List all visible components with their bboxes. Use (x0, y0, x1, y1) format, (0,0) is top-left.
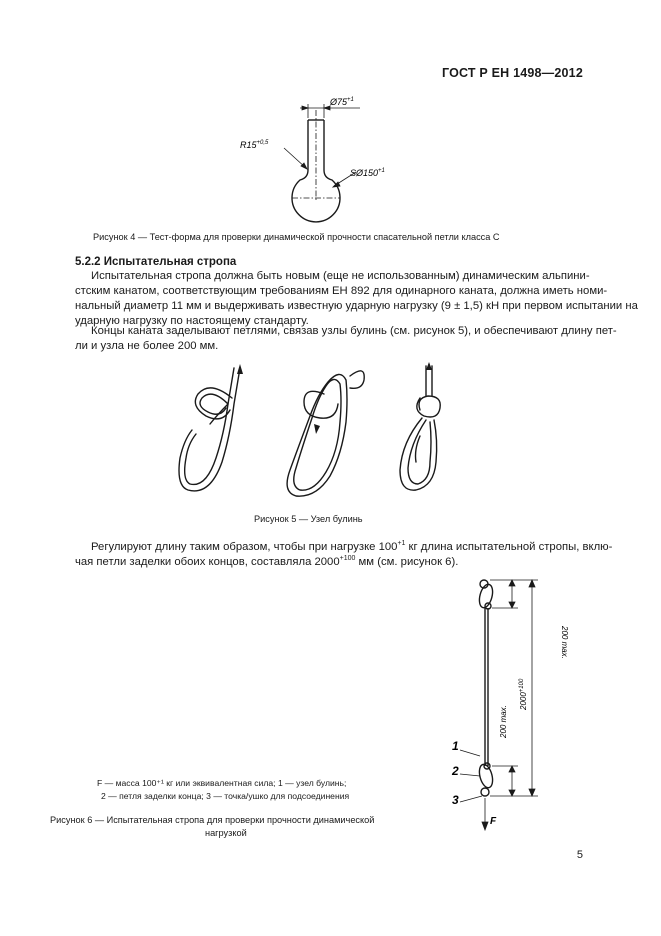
figure-6-legend-line-1: F — масса 100⁺¹ кг или эквивалентная сила; 1 — узел булинь; (97, 778, 347, 788)
dim-diameter: $Ø75^{+1}$ (330, 97, 354, 107)
para2-line: ли и узла не более 200 мм. (75, 340, 219, 352)
section-heading: 5.2.2 Испытательная стропа (75, 256, 237, 268)
dim-bottom: 200 max. (499, 705, 508, 738)
label-3: 3 (452, 793, 459, 807)
figure-5-bowline-knot (170, 358, 470, 508)
para1-line: стским канатом, соответствующим требованиям ЕН 892 для одинарного каната, должна иметь номи- (75, 285, 608, 297)
page-number: 5 (576, 849, 583, 861)
document-id: ГОСТ Р ЕН 1498—2012 (441, 66, 583, 80)
figure-4-caption: Рисунок 4 — Тест-форма для проверки динамической прочности спасательной петли класса С (93, 232, 500, 242)
para3-line-1: Регулируют длину таким образом, чтобы при нагрузке $100^{+1}$ кг длина испытательной стропы, вклю- (91, 540, 613, 553)
para3-line-2: чая петли заделки обоих концов, составляла $2000^{+100}$ мм (см. рисунок 6). (75, 555, 459, 568)
dim-radius: $R15^{+0,5}$ (240, 140, 269, 150)
label-2: 2 (452, 764, 459, 778)
figure-6-legend-line-2: 2 — петля заделки конца; 3 — точка/ушко для подсоединения (101, 791, 350, 801)
dim-top: 200 max. (560, 626, 569, 659)
figure-5-caption: Рисунок 5 — Узел булинь (254, 514, 363, 524)
para1-line: Испытательная стропа должна быть новым (еще не использованным) динамическим альпини- (91, 270, 590, 282)
figure-6-caption-line-1: Рисунок 6 — Испытательная стропа для проверки прочности динамической (50, 815, 375, 825)
para1-line: нальный диаметр 11 мм и выдерживать известную ударную нагрузку (9 ± 1,5) кН при первом испытании на (75, 300, 638, 312)
para2-line: Концы каната заделывают петлями, связав узлы булинь (см. рисунок 5), и обеспечивают длину пет- (91, 325, 617, 337)
label-force: F (490, 816, 497, 827)
label-1: 1 (452, 739, 459, 753)
figure-6-caption-line-2: нагрузкой (205, 828, 247, 838)
dim-total: $2000^{+100}$ (519, 678, 528, 710)
para1-line: ударную нагрузку по настоящему стандарту. (75, 315, 309, 327)
dim-sphere: $SØ150^{+1}$ (350, 168, 385, 178)
figure-4-test-form (230, 88, 410, 233)
figure-6-test-sling (440, 570, 569, 840)
